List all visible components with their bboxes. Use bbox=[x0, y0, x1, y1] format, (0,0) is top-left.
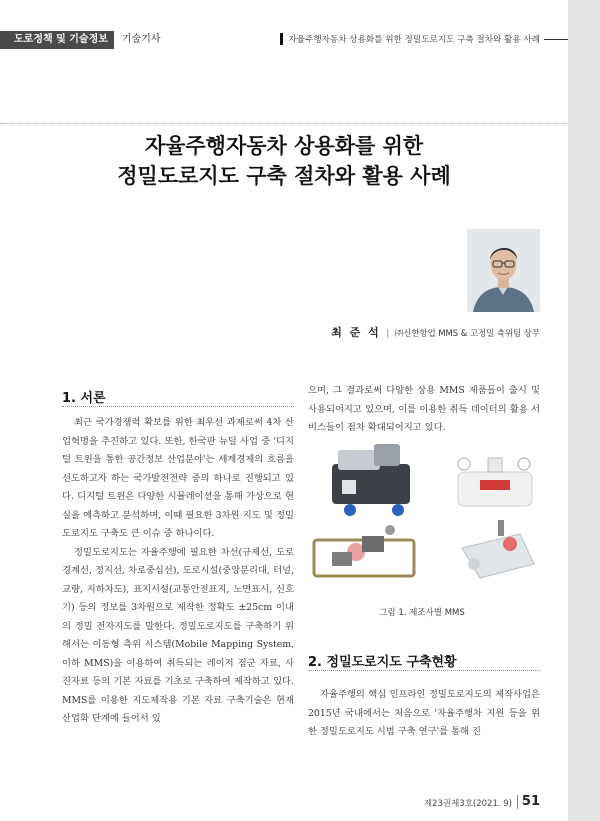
section-1-paragraph-2: 정밀도로지도는 자율주행에 필요한 차선(규제선, 도로경계선, 정지선, 차로중심선), 도로시설(중앙분리대, 터널, 교량, 지하차도), 표지시설(교통안전표지, 노면표시, 신호기) 등의 정보를 3차원으로 제작한 정확도 ±25cm 이내의 정밀 전자지도를 말한다. 정밀도로지도를 구축하기 위해서는 이동형 측위 시스템(Mobile Mapping System, 이하 MMS)을 이용하여 취득되는 레이저 점군 자료, 사진자료 등의 기본 자료를 기초로 구축하여 제작하고 있다. MMS를 이용한 지도제작용 기본 자료 구축기술은 현재 산업화 단계에 들어서 있 bbox=[62, 546, 294, 724]
section-1-body bbox=[62, 414, 294, 729]
article-title-line-1: 자율주행자동차 상용화를 위한 bbox=[144, 134, 424, 158]
section-1-continuation bbox=[308, 382, 540, 438]
author-byline bbox=[300, 324, 540, 340]
author-affiliation: ㈜신한항업 MMS & 고정밀 측위팀 상무 bbox=[394, 328, 540, 338]
author-separator: | bbox=[386, 328, 390, 338]
article-title-line-2: 정밀도로지도 구축 절차와 활용 사례 bbox=[117, 164, 451, 188]
running-title bbox=[280, 33, 568, 45]
page-number: 51 bbox=[521, 794, 540, 809]
category-label: 도로정책 및 기술정보 bbox=[0, 31, 114, 49]
section-2-rule bbox=[308, 670, 540, 671]
mms-unit-2-image bbox=[458, 458, 532, 506]
section-2-heading: 2. 정밀도로지도 구축현황 bbox=[308, 655, 457, 670]
author-photo bbox=[467, 229, 540, 312]
mms-unit-3-image bbox=[314, 525, 414, 576]
section-1-heading: 1. 서론 bbox=[62, 391, 106, 406]
mms-unit-1-image bbox=[332, 444, 410, 516]
article-title bbox=[0, 131, 568, 191]
header-category-block bbox=[0, 30, 161, 50]
figure-mms-products bbox=[302, 440, 542, 602]
running-title-text: 자율주행자동차 상용화를 위한 정밀도로지도 구축 절차와 활용 사례 bbox=[288, 35, 540, 45]
subcategory-label: 기술기사 bbox=[121, 34, 161, 45]
footer-divider bbox=[517, 795, 518, 809]
section-2-paragraph: 자율주행의 핵심 인프라인 정밀도로지도의 제작사업은 2015년 국내에서는 처음으로 '자율주행차 지원 등을 위한 정밀도로지도 시범 구축 연구'를 통해 진 bbox=[308, 689, 540, 737]
title-divider bbox=[0, 123, 568, 124]
author-name: 최 준 석 bbox=[331, 326, 381, 339]
section-2-body bbox=[308, 686, 540, 742]
issue-info: 제23권제3호(2021. 9) bbox=[423, 799, 512, 809]
page-header bbox=[0, 30, 568, 50]
page-footer bbox=[400, 795, 540, 811]
section-1-paragraph-1: 최근 국가경쟁력 확보를 위한 최우선 과제로써 4차 산업혁명을 추진하고 있다. 또한, 한국판 뉴딜 사업 중 '디지털 트윈을 통한 공간정보 산업분야'는 세계경제의 흐름을 선도하고자 하는 국가발전전략 중의 하나로 진행되고 있다. 디지털 트윈은 다양한 시뮬레이션을 통해 가상으로 현실을 예측하고 분석하며, 이때 필요한 3차원 지도 및 정밀도로지도 구축도 큰 이슈 중 하나이다. bbox=[62, 417, 294, 539]
running-title-rule bbox=[544, 39, 568, 40]
side-margin-strip bbox=[568, 0, 600, 821]
figure-1-caption: 그림 1. 제조사별 MMS bbox=[379, 608, 465, 618]
section-1-continuation-text: 으며, 그 결과로써 다양한 상용 MMS 제품들이 출시 및 사용되어지고 있으며, 이를 이용한 취득 데이터의 활용 서비스들이 점차 확대되어지고 있다. bbox=[308, 385, 540, 433]
section-1-rule bbox=[62, 406, 294, 407]
running-title-marker bbox=[280, 33, 283, 45]
mms-unit-4-image bbox=[462, 520, 534, 578]
